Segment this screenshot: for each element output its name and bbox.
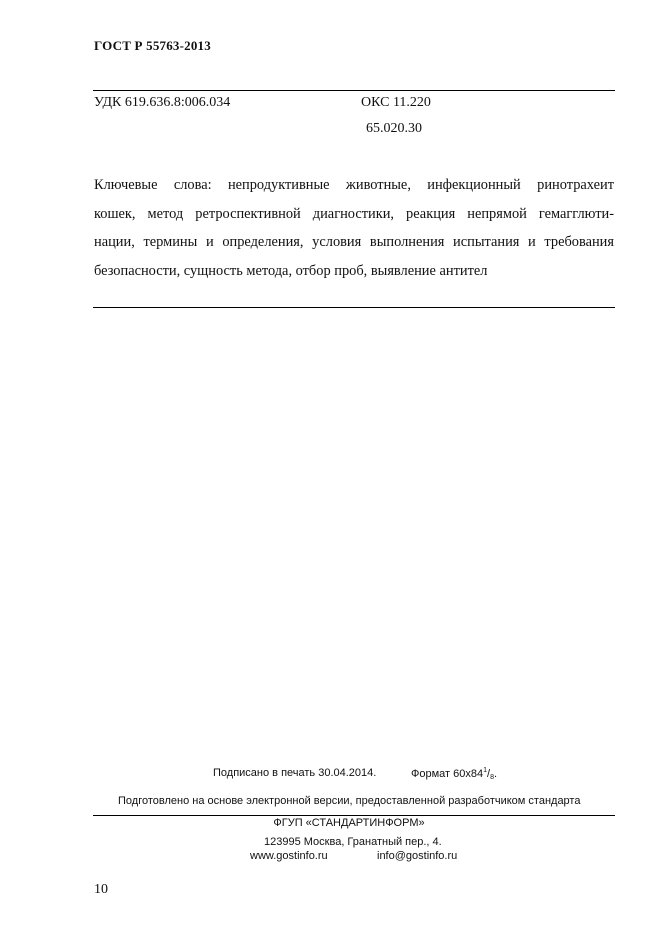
format-numerator: 1 — [483, 767, 488, 774]
document-code: ГОСТ Р 55763-2013 — [94, 38, 211, 53]
publisher-name: ФГУП «СТАНДАРТИНФОРМ» — [273, 817, 425, 829]
publisher-website: www.gostinfo.ru — [250, 850, 328, 862]
publisher-email: info@gostinfo.ru — [377, 850, 458, 862]
oks-code-secondary: 65.020.30 — [366, 121, 422, 136]
keywords-line: кошек, метод ретроспективной диагностики, реакция непрямой гемагглюти- — [94, 205, 614, 222]
keywords-divider — [93, 307, 615, 308]
format-denominator: 8 — [490, 774, 494, 781]
prepared-note: Подготовлено на основе электронной версии, предоставленной разработчиком стандарта — [118, 795, 581, 807]
udk-code: УДК 619.636.8:006.034 — [94, 95, 231, 110]
signed-date: Подписано в печать 30.04.2014. — [213, 767, 377, 779]
page-number: 10 — [94, 882, 108, 897]
publisher-address: 123995 Москва, Гранатный пер., 4. — [264, 836, 442, 848]
footer-divider — [93, 815, 615, 816]
keywords-line: Ключевые слова: непродуктивные животные, инфекционный ринотрахеит — [94, 177, 614, 193]
top-divider — [93, 90, 615, 91]
format-suffix: . — [493, 768, 498, 780]
format-prefix: Формат 60x84 — [411, 768, 484, 780]
keywords-paragraph — [94, 171, 614, 285]
print-format: Формат $60x84^1/_8$. — [411, 767, 498, 781]
keywords-line: нации, термины и определения, условия выполнения испытания и требования — [94, 234, 614, 250]
oks-code-primary: ОКС 11.220 — [361, 95, 431, 110]
keywords-line: безопасности, сущность метода, отбор проб, выявление антител — [94, 262, 488, 279]
